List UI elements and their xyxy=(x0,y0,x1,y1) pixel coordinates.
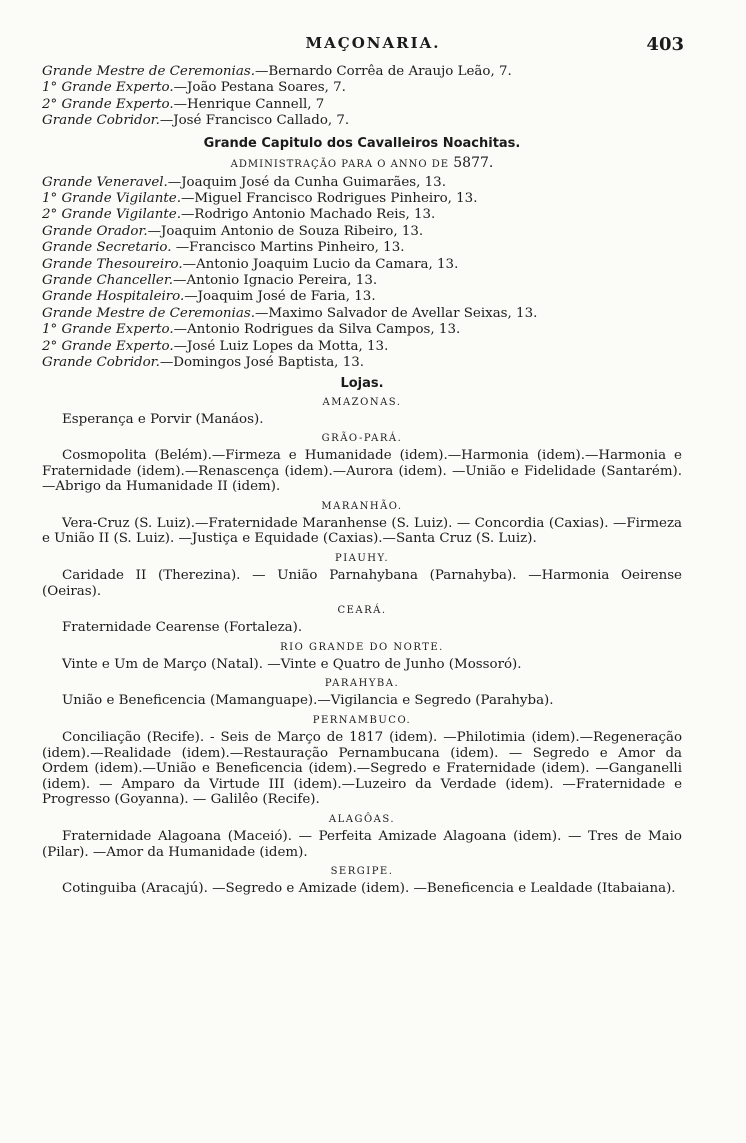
officer-line xyxy=(42,191,682,207)
officer-line xyxy=(42,257,682,273)
office-title: Grande Thesoureiro. xyxy=(42,256,183,272)
lodge-list: Fraternidade Alagoana (Maceió). — Perfeita Amizade Alagoana (idem). — Tres de Maio (Pilar). —Amor da Humanidade (idem). xyxy=(42,829,682,860)
page-body xyxy=(42,64,682,897)
officer-name: —José Francisco Callado, 7. xyxy=(159,113,350,129)
office-title: Grande Veneravel. xyxy=(42,174,168,190)
chapter-heading: Grande Capitulo dos Cavalleiros Noachitas. xyxy=(203,135,521,151)
officer-line xyxy=(42,97,682,113)
office-title: 1° Grande Vigilante. xyxy=(42,191,181,207)
officer-name: —Antonio Joaquim Lucio da Camara, 13. xyxy=(182,256,459,272)
officer-line xyxy=(42,240,682,256)
office-title: 2° Grande Experto. xyxy=(42,338,174,354)
running-title: MAÇONARIA. xyxy=(305,34,441,52)
page-number: 403 xyxy=(646,34,684,55)
administration-year: 5877. xyxy=(453,154,494,171)
officer-name: —Miguel Francisco Rodrigues Pinheiro, 13. xyxy=(180,191,478,207)
lodge-list: Esperança e Porvir (Manáos). xyxy=(62,411,264,427)
office-title: Grande Cobridor. xyxy=(42,113,160,129)
province-section xyxy=(42,814,682,860)
officer-name: —Joaquim José da Cunha Guimarães, 13. xyxy=(167,174,446,190)
province-heading: CEARÁ. xyxy=(337,605,387,617)
province-heading: PIAUHY. xyxy=(334,553,390,565)
province-section xyxy=(42,433,682,495)
officer-line xyxy=(42,339,682,355)
office-title: 2° Grande Vigilante. xyxy=(42,207,181,223)
province-section xyxy=(42,678,682,709)
officer-name: —Bernardo Corrêa de Araujo Leão, 7. xyxy=(254,64,512,79)
officer-line xyxy=(42,289,682,305)
office-title: Grande Secretario. xyxy=(42,240,172,256)
administration-heading xyxy=(42,155,682,171)
office-title: Grande Chanceller. xyxy=(42,273,174,289)
officer-line xyxy=(42,224,682,240)
officer-line xyxy=(42,306,682,322)
officer-name: —Joaquim José de Faria, 13. xyxy=(184,289,376,305)
province-heading: MARANHÃO. xyxy=(321,500,403,512)
province-section xyxy=(42,715,682,808)
officer-name: —Antonio Ignacio Pereira, 13. xyxy=(173,273,378,289)
lodge-list: Cosmopolita (Belém).—Firmeza e Humanidade (idem).—Harmonia (idem).—Harmonia e Fraternidade (idem).—Renascença (idem).—Aurora (idem). —União e Fidelidade (Santarém). —Abrigo da Humanidade II (idem). xyxy=(42,448,682,495)
office-title: Grande Hospitaleiro. xyxy=(42,289,185,305)
officer-line xyxy=(42,273,682,289)
officer-name: —Antonio Rodrigues da Silva Campos, 13. xyxy=(173,322,461,338)
officer-line xyxy=(42,113,682,129)
officer-list-top xyxy=(42,64,682,130)
officer-line xyxy=(42,175,682,191)
lodge-list: Fraternidade Cearense (Fortaleza). xyxy=(62,620,303,636)
lodge-list: Vinte e Um de Março (Natal). —Vinte e Quatro de Junho (Mossoró). xyxy=(62,656,522,672)
officer-name: —Henrique Cannell, 7 xyxy=(173,96,325,112)
officer-line xyxy=(42,64,682,80)
officer-name: —Rodrigo Antonio Machado Reis, 13. xyxy=(180,207,436,223)
officer-line xyxy=(42,207,682,223)
province-section xyxy=(42,501,682,547)
lojas-heading: Lojas. xyxy=(340,375,384,391)
province-heading: SERGIPE. xyxy=(330,866,394,878)
officer-list-chapter xyxy=(42,175,682,372)
lodge-list: Caridade II (Therezina). — União Parnahybana (Parnahyba). —Harmonia Oeirense (Oeiras). xyxy=(42,568,682,599)
province-section xyxy=(42,866,682,897)
lodge-list: Cotinguiba (Aracajú). —Segredo e Amizade (idem). —Beneficencia e Lealdade (Itabaiana). xyxy=(62,881,676,897)
officer-name: —Francisco Martins Pinheiro, 13. xyxy=(171,240,405,256)
officer-line xyxy=(42,355,682,371)
province-heading: AMAZONAS. xyxy=(322,396,402,408)
administration-label: ADMINISTRAÇÃO PARA O ANNO DE xyxy=(230,158,450,170)
province-section xyxy=(42,605,682,636)
officer-name: —Joaquim Antonio de Souza Ribeiro, 13. xyxy=(147,223,424,239)
page-header xyxy=(0,34,746,58)
office-title: Grande Mestre de Ceremonias. xyxy=(42,64,255,79)
officer-line xyxy=(42,322,682,338)
lodge-list: Conciliação (Recife). - Seis de Março de 1817 (idem). —Philotimia (idem).—Regeneração (idem).—Realidade (idem).—Restauração Pernambucana (idem). — Segredo e Amor da Ordem (idem).—União e Beneficencia (idem).—Segredo e Fraternidade (idem). —Ganganelli (idem). — Amparo da Virtude III (idem).—Luzeiro da Verdade (idem). —Fraternidade e Progresso (Goyanna). — Galilêo (Recife). xyxy=(42,730,682,808)
province-section xyxy=(42,397,682,428)
province-section xyxy=(42,553,682,599)
officer-name: —Maximo Salvador de Avellar Seixas, 13. xyxy=(254,305,538,321)
office-title: 1° Grande Experto. xyxy=(42,322,174,338)
province-heading: ALAGÔAS. xyxy=(328,814,396,825)
lodge-list: União e Beneficencia (Mamanguape).—Vigilancia e Segredo (Parahyba). xyxy=(62,693,554,709)
officer-line xyxy=(42,80,682,96)
province-section xyxy=(42,642,682,673)
province-heading: GRÃO-PARÁ. xyxy=(321,433,403,445)
officer-name: —José Luiz Lopes da Motta, 13. xyxy=(173,338,389,354)
office-title: 2° Grande Experto. xyxy=(42,96,174,112)
office-title: 1° Grande Experto. xyxy=(42,80,174,96)
office-title: Grande Orador. xyxy=(42,223,148,239)
province-heading: PERNAMBUCO. xyxy=(312,715,412,727)
office-title: Grande Cobridor. xyxy=(42,355,160,371)
province-heading: PARAHYBA. xyxy=(324,678,400,690)
province-heading: RIO GRANDE DO NORTE. xyxy=(280,641,444,653)
lodge-list: Vera-Cruz (S. Luiz).—Fraternidade Maranhense (S. Luiz). — Concordia (Caxias). —Firmeza e União II (S. Luiz). —Justiça e Equidade (Caxias).—Santa Cruz (S. Luiz). xyxy=(42,515,682,547)
officer-name: —Domingos José Baptista, 13. xyxy=(159,355,364,371)
office-title: Grande Mestre de Ceremonias. xyxy=(42,305,255,321)
officer-name: —João Pestana Soares, 7. xyxy=(173,80,346,96)
